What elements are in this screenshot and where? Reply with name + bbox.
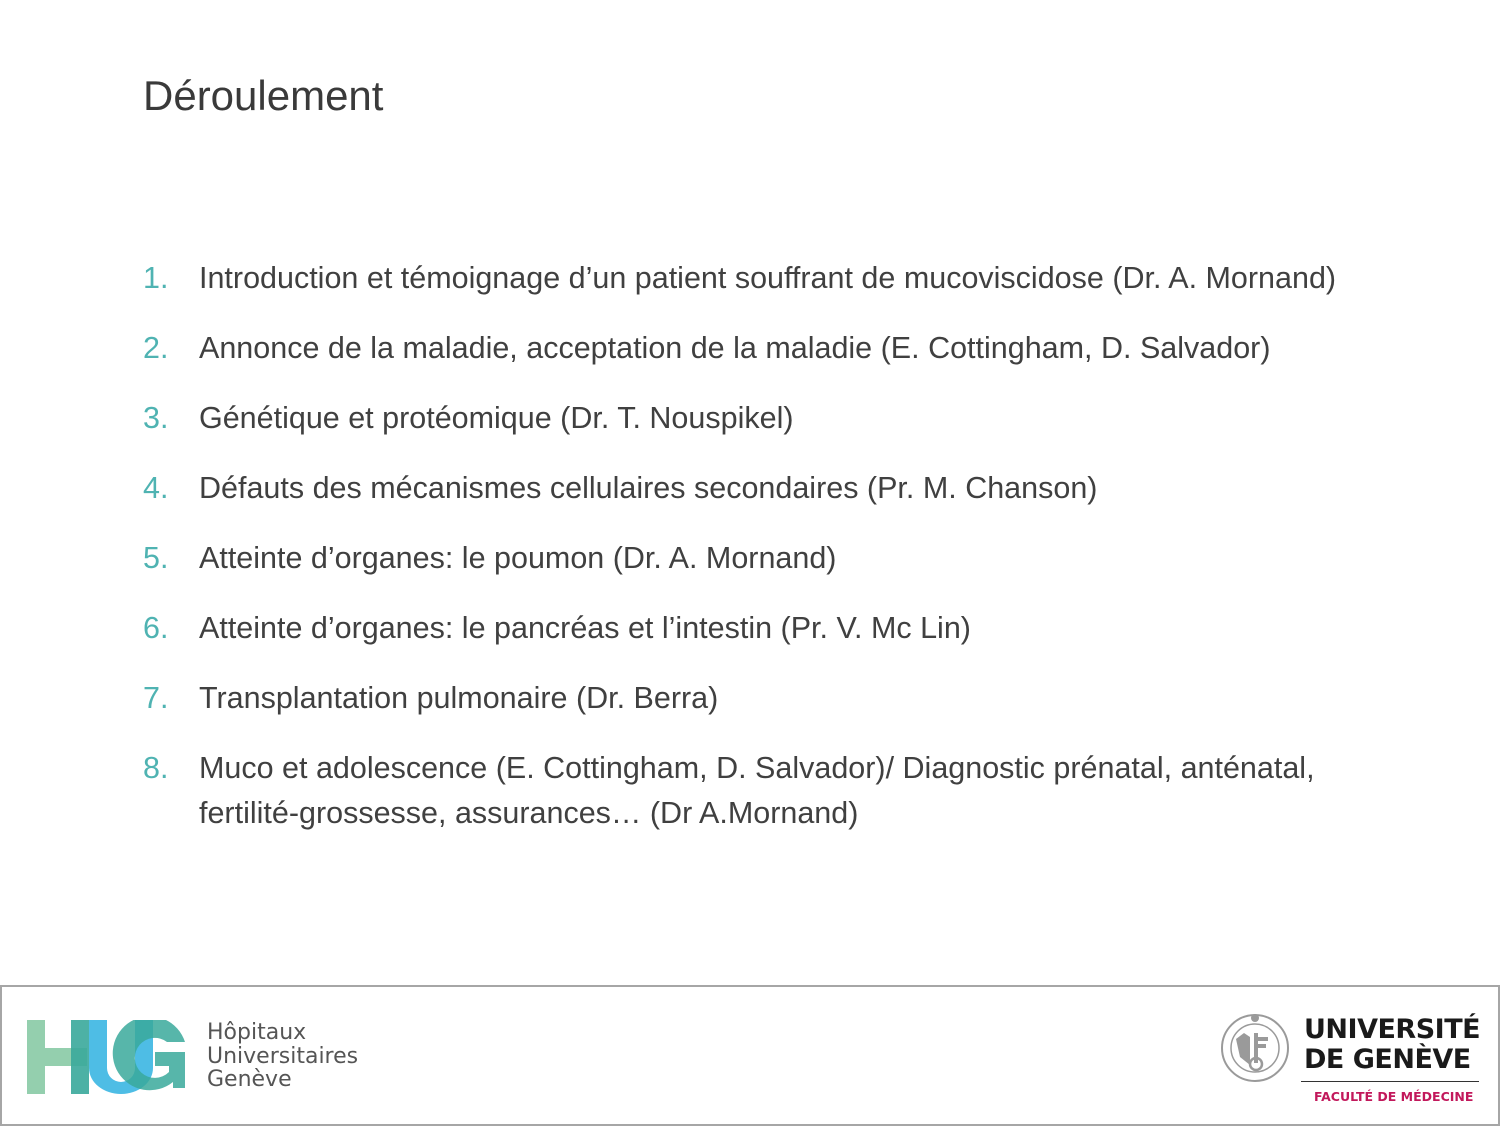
agenda-item — [143, 536, 1403, 581]
agenda-number: 6. — [143, 611, 169, 645]
agenda-item — [143, 256, 1403, 301]
agenda-text: Introduction et témoignage d’un patient souffrant de mucoviscidose (Dr. A. Mornand) — [199, 261, 1337, 295]
footer-logo-bar — [0, 985, 1500, 1126]
agenda-text: Atteinte d’organes: le poumon (Dr. A. Mornand) — [199, 541, 837, 575]
agenda-list — [143, 256, 1403, 861]
agenda-item — [143, 326, 1403, 371]
university-seal-icon — [1220, 1009, 1290, 1085]
faculty-name: FACULTÉ DE MÉDECINE — [1314, 1089, 1474, 1104]
agenda-number: 1. — [143, 261, 169, 295]
agenda-item — [143, 396, 1403, 441]
agenda-text: Génétique et protéomique (Dr. T. Nouspikel) — [199, 401, 794, 435]
agenda-item — [143, 466, 1403, 511]
university-name: UNIVERSITÉ DE GENÈVE — [1304, 1014, 1481, 1075]
agenda-text: Défauts des mécanismes cellulaires secondaires (Pr. M. Chanson) — [199, 471, 1098, 505]
agenda-number: 8. — [143, 751, 169, 785]
agenda-number: 4. — [143, 471, 169, 505]
agenda-number: 7. — [143, 681, 169, 715]
hug-name: Hôpitaux Universitaires Genève — [207, 1020, 359, 1092]
agenda-text: Atteinte d’organes: le pancréas et l’intestin (Pr. V. Mc Lin) — [199, 611, 971, 645]
agenda-text: Transplantation pulmonaire (Dr. Berra) — [199, 681, 719, 715]
agenda-number: 2. — [143, 331, 169, 365]
agenda-text: Annonce de la maladie, acceptation de la maladie (E. Cottingham, D. Salvador) — [199, 331, 1271, 365]
agenda-number: 5. — [143, 541, 169, 575]
agenda-number: 3. — [143, 401, 169, 435]
agenda-text: Muco et adolescence (E. Cottingham, D. Salvador)/ Diagnostic prénatal, anténatal, fertilité-grossesse, assurances… (Dr A.Mornand) — [199, 751, 1315, 830]
hug-logo-mark — [27, 1020, 187, 1094]
divider — [1301, 1081, 1479, 1082]
agenda-item — [143, 606, 1403, 651]
unige-logo — [1220, 1007, 1480, 1107]
agenda-item — [143, 746, 1403, 836]
slide-title: Déroulement — [143, 72, 384, 119]
agenda-item — [143, 676, 1403, 721]
